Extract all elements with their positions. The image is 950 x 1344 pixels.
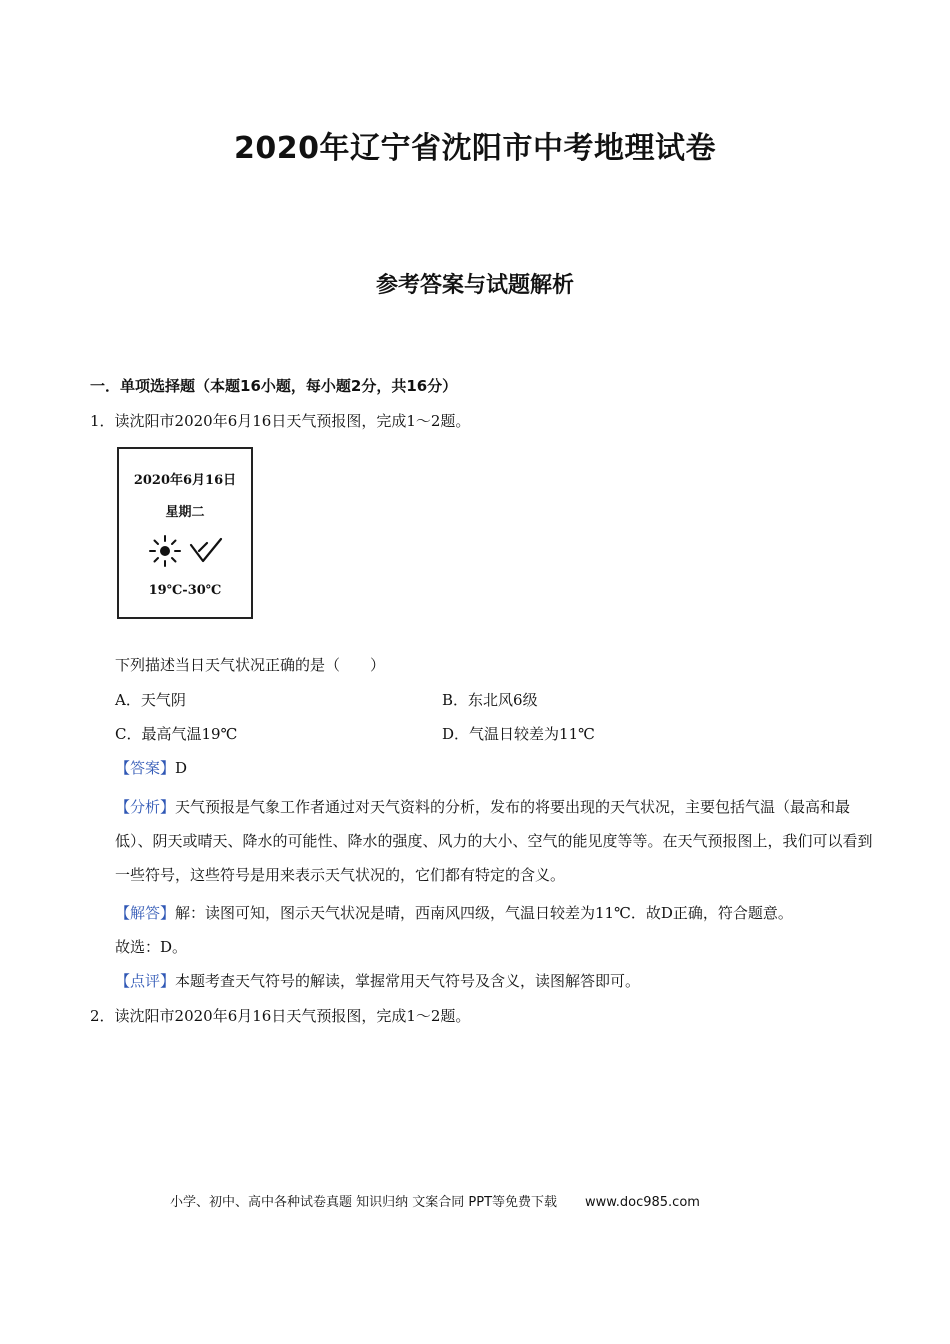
card-date: 2020年6月16日 bbox=[133, 473, 237, 488]
solution-text: 解：读图可知，图示天气状况是晴，西南风四级，气温日较差为11℃．故D正确，符合题意。 bbox=[175, 904, 793, 922]
comment-tag: 【点评】 bbox=[115, 972, 176, 990]
solution-line bbox=[115, 902, 793, 924]
analysis-paragraph bbox=[115, 790, 875, 892]
comment-text: 本题考查天气符号的解读，掌握常用天气符号及含义，读图解答即可。 bbox=[175, 972, 641, 990]
answer-line bbox=[115, 757, 187, 779]
card-temperature: 19℃-30℃ bbox=[148, 583, 222, 598]
comment-line bbox=[115, 970, 640, 992]
answer-value: D bbox=[175, 759, 188, 777]
page-subtitle: 参考答案与试题解析 bbox=[375, 273, 574, 298]
card-weekday: 星期二 bbox=[165, 505, 205, 520]
solution-tag: 【解答】 bbox=[115, 904, 176, 922]
option-d: D．气温日较差为11℃ bbox=[442, 725, 595, 743]
question-1-prompt: 下列描述当日天气状况正确的是（ ） bbox=[115, 656, 386, 674]
analysis-tag: 【分析】 bbox=[115, 798, 176, 816]
section-heading: 一．单项选择题（本题16小题，每小题2分，共16分） bbox=[90, 377, 458, 395]
question-1-stem: 1．读沈阳市2020年6月16日天气预报图，完成1～2题。 bbox=[90, 412, 471, 430]
answer-tag: 【答案】 bbox=[115, 759, 176, 777]
option-c: C．最高气温19℃ bbox=[115, 725, 238, 743]
analysis-text: 天气预报是气象工作者通过对天气资料的分析，发布的将要出现的天气状况，主要包括气温（最高和最低）、阴天或晴天、降水的可能性、降水的强度、风力的大小、空气的能见度等等。在天气预报图上，我们可以看到一些符号，这些符号是用来表示天气状况的，它们都有特定的含义。 bbox=[115, 798, 873, 884]
footer-url[interactable]: www.doc985.com bbox=[585, 1195, 700, 1210]
wind-arrow-icon bbox=[191, 539, 221, 561]
option-b: B．东北风6级 bbox=[442, 691, 538, 709]
question-2-stem: 2．读沈阳市2020年6月16日天气预报图，完成1～2题。 bbox=[90, 1007, 471, 1025]
page-title: 2020年辽宁省沈阳市中考地理试卷 bbox=[234, 131, 716, 166]
weather-symbols bbox=[147, 533, 227, 569]
page-footer bbox=[170, 1191, 700, 1210]
footer-text: 小学、初中、高中各种试卷真题 知识归纳 文案合同 PPT等免费下载 bbox=[170, 1195, 558, 1210]
sun-icon bbox=[150, 536, 180, 566]
conclusion-line: 故选：D。 bbox=[115, 938, 188, 956]
weather-forecast-card bbox=[117, 447, 253, 619]
option-a: A．天气阴 bbox=[115, 691, 186, 709]
